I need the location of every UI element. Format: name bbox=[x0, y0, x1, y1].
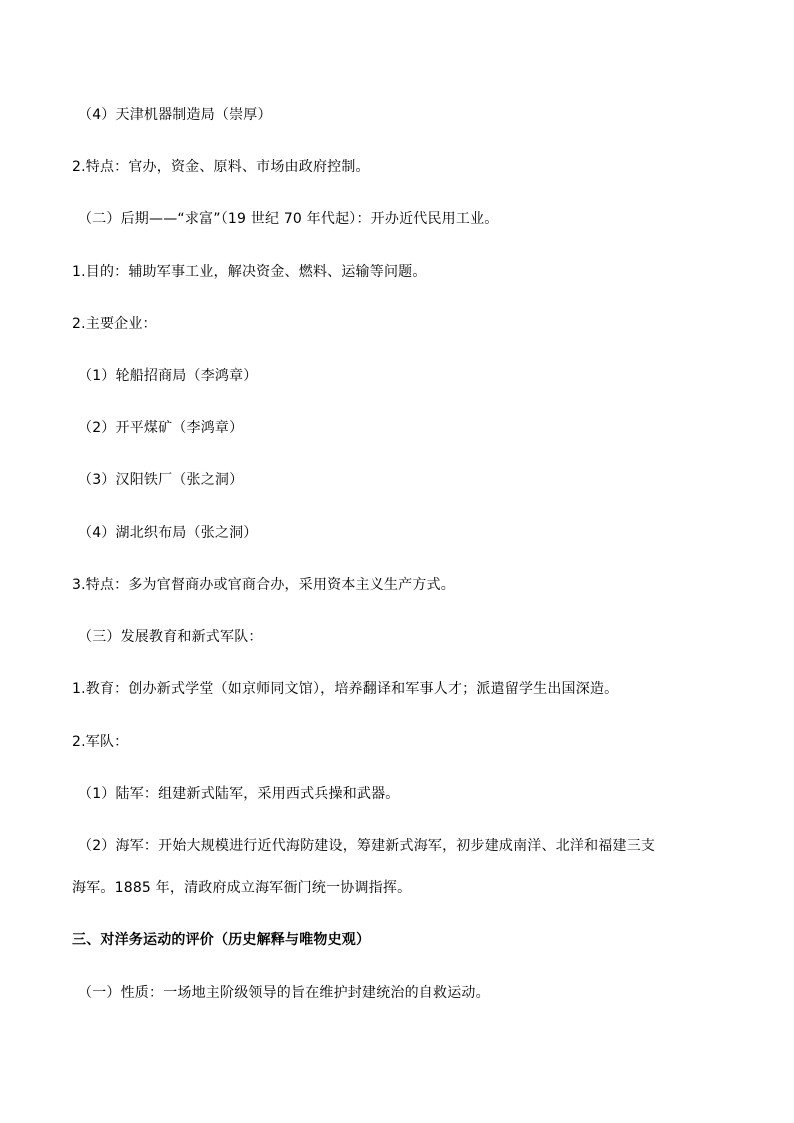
text-line-later-period: （二）后期——“求富”（19 世纪 70 年代起）：开办近代民用工业。 bbox=[78, 211, 499, 227]
text-line-nature: （一）性质：一场地主阶级领导的旨在维护封建统治的自救运动。 bbox=[78, 985, 490, 1001]
text-line-enterprise-4: （4）湖北织布局（张之洞） bbox=[78, 525, 258, 541]
text-line-enterprise-3: （3）汉阳铁厂（张之洞） bbox=[78, 472, 244, 488]
text-line-purpose: 1.目的：辅助军事工业，解决资金、燃料、运输等问题。 bbox=[72, 264, 427, 280]
text-line-early-features: 2.特点：官办，资金、原料、市场由政府控制。 bbox=[72, 159, 370, 175]
text-line-later-features: 3.特点：多为官督商办或官商合办，采用资本主义生产方式。 bbox=[72, 577, 455, 593]
text-line-enterprise-2: （2）开平煤矿（李鸿章） bbox=[78, 420, 244, 436]
text-line-education-army-heading: （三）发展教育和新式军队： bbox=[78, 629, 263, 645]
text-line-navy-part2: 海军。1885 年，清政府成立海军衙门统一协调指挥。 bbox=[72, 880, 412, 896]
text-line-army-heading: 2.军队： bbox=[72, 734, 129, 750]
text-line-education: 1.教育：创办新式学堂（如京师同文馆），培养翻译和军事人才；派遣留学生出国深造。 bbox=[72, 681, 619, 697]
section-heading-evaluation: 三、对洋务运动的评价（历史解释与唯物史观） bbox=[72, 932, 371, 948]
text-line-land-army: （1）陆军：组建新式陆军，采用西式兵操和武器。 bbox=[78, 786, 400, 802]
text-line-navy-part1: （2）海军：开始大规模进行近代海防建设，筹建新式海军，初步建成南洋、北洋和福建三支 bbox=[78, 838, 656, 854]
text-line-main-enterprises: 2.主要企业： bbox=[72, 316, 157, 332]
text-line-tianjin-machine-bureau: （4）天津机器制造局（崇厚） bbox=[78, 107, 272, 123]
text-line-enterprise-1: （1）轮船招商局（李鸿章） bbox=[78, 368, 258, 384]
